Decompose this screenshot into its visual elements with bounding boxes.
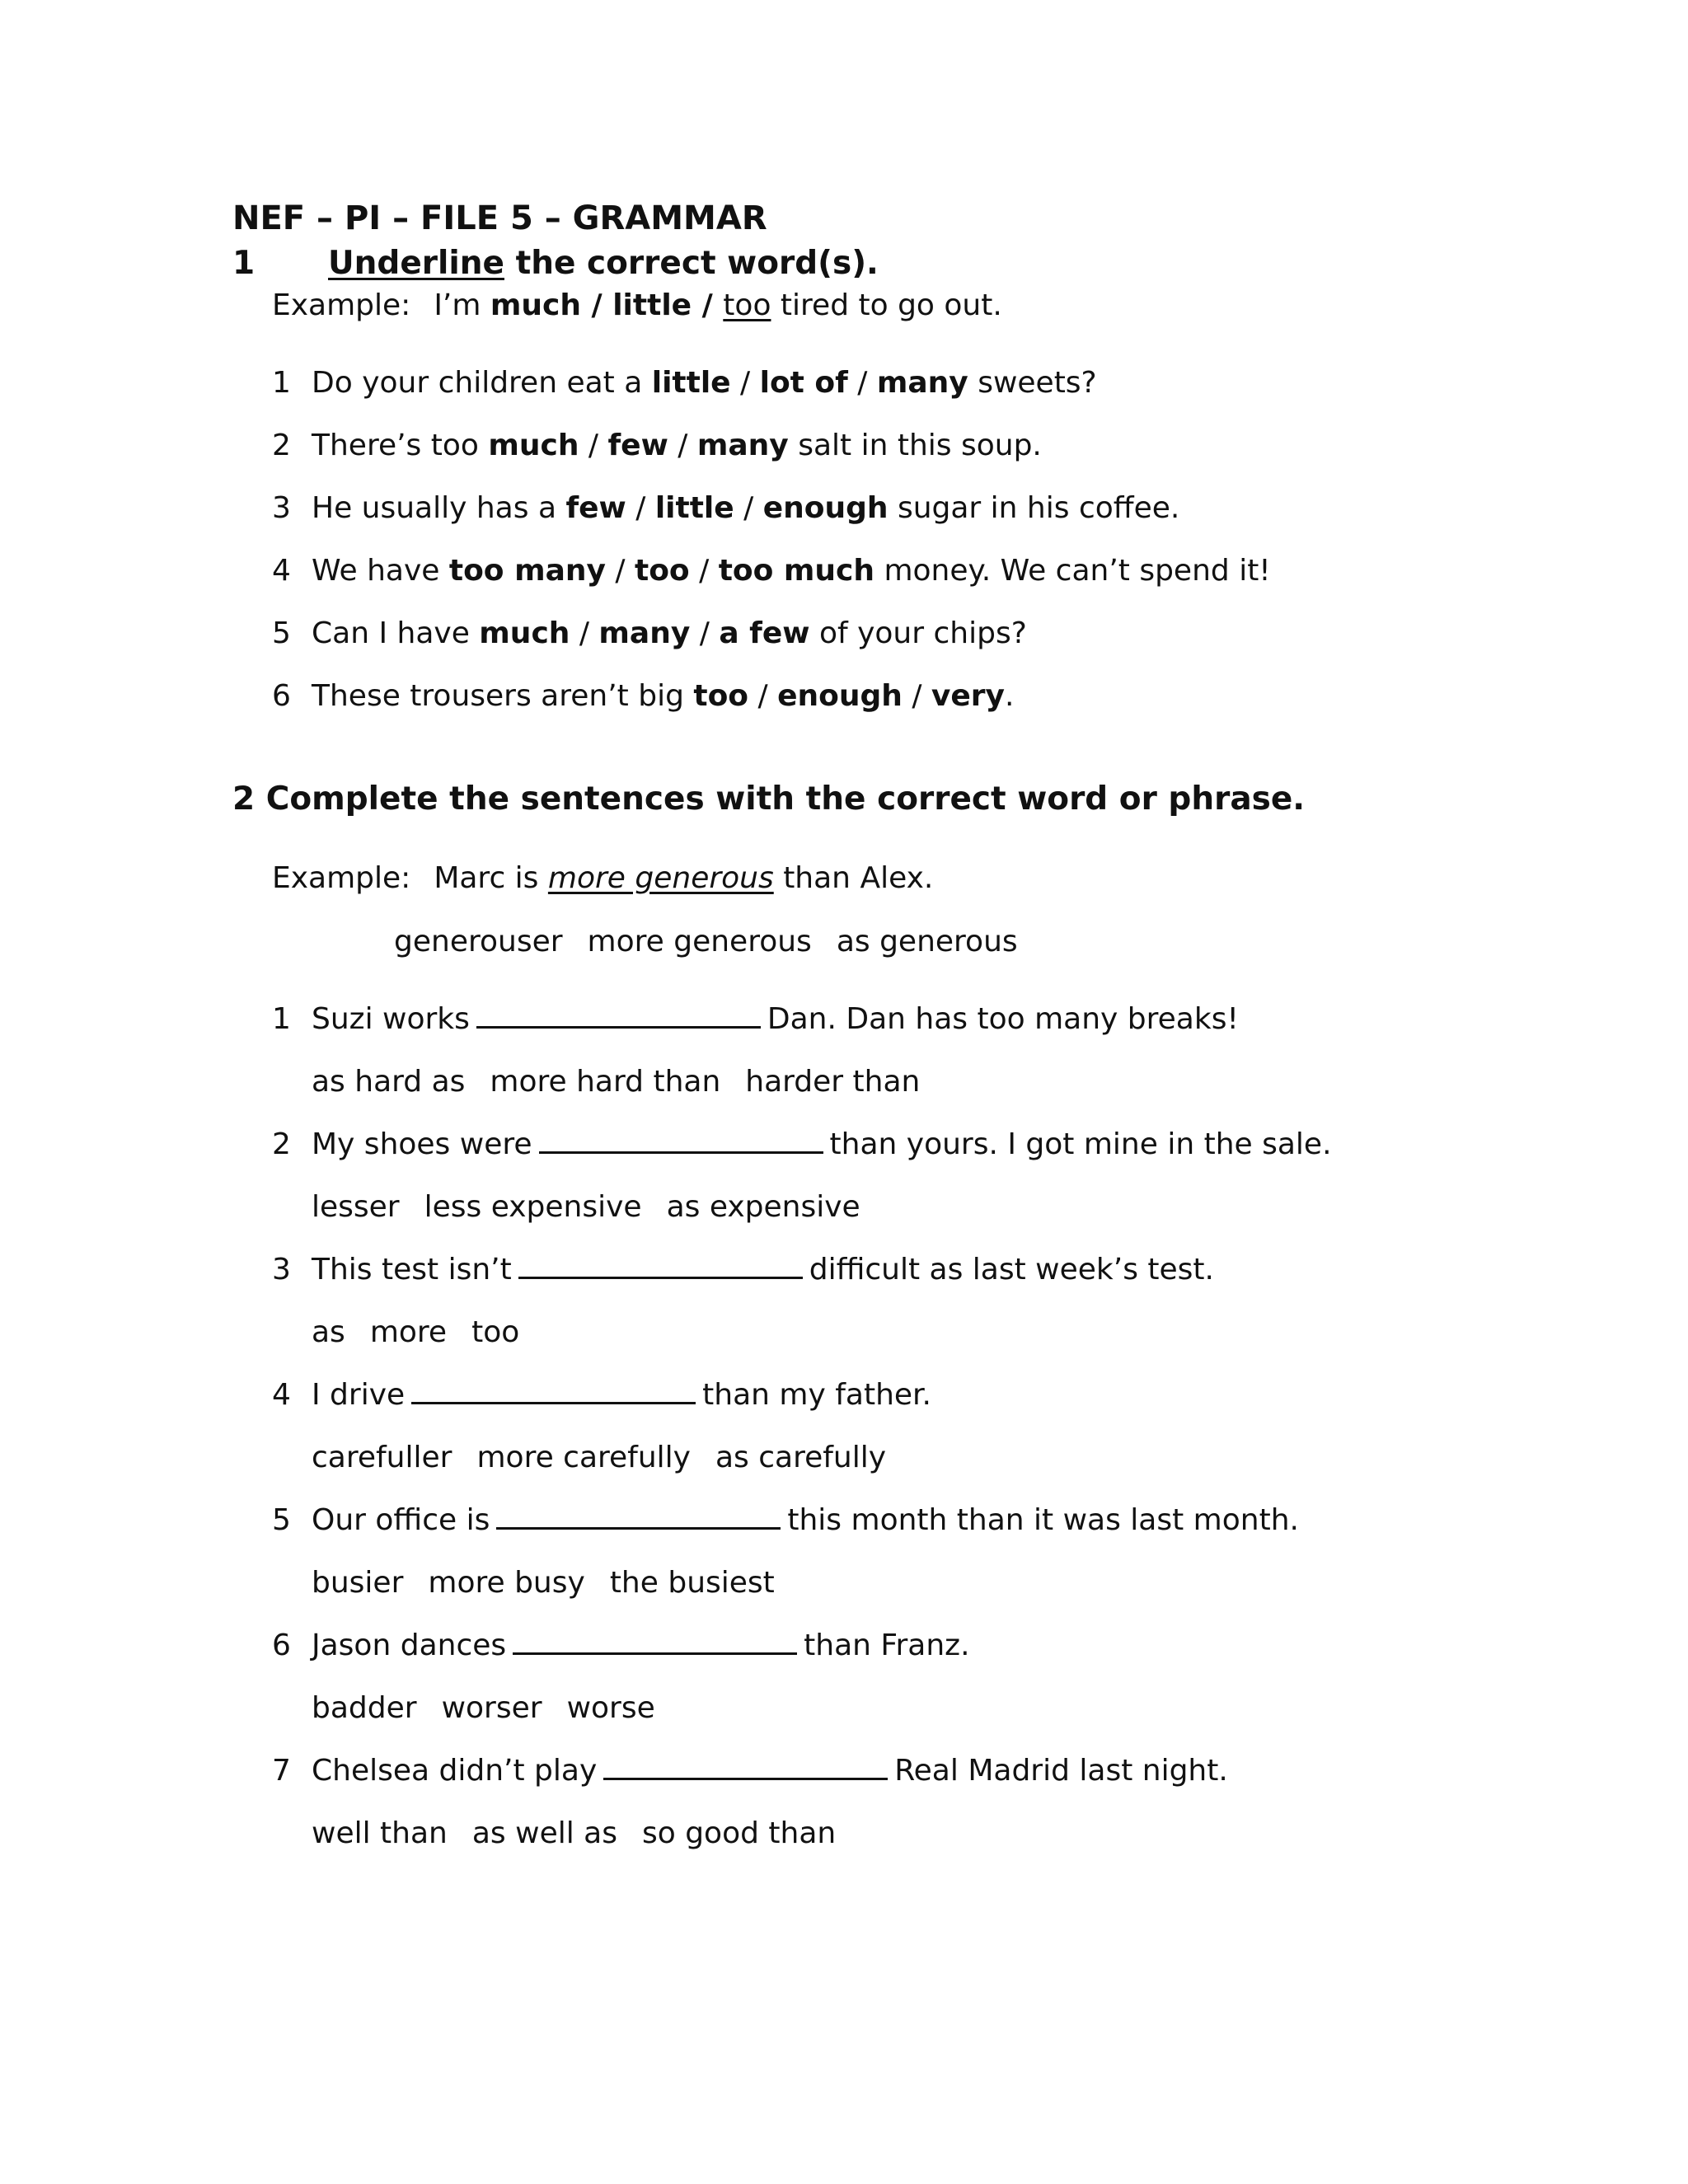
section-1-number: 1 — [232, 245, 256, 282]
option-separator: / — [605, 554, 635, 588]
option-separator: / — [579, 429, 608, 462]
item-text: Dan. Dan has too many breaks! — [767, 1002, 1239, 1036]
item-number: 6 — [272, 1629, 291, 1662]
option-separator: / — [847, 366, 877, 400]
item-text: I drive — [312, 1378, 406, 1412]
example-option: little — [612, 288, 692, 322]
option-separator: / — [730, 366, 760, 400]
answer-options — [312, 1566, 775, 1600]
option-separator: / — [690, 616, 720, 650]
item-number: 1 — [272, 1002, 291, 1036]
word-option[interactable]: lot of — [759, 366, 848, 400]
item-number: 5 — [272, 1503, 291, 1537]
answer-option[interactable]: more — [369, 1315, 448, 1349]
option-separator: / — [748, 679, 778, 713]
answer-options — [312, 1441, 886, 1474]
word-option[interactable]: little — [651, 366, 731, 400]
item-text: Our office is — [312, 1503, 490, 1537]
answer-option[interactable]: more carefully — [476, 1441, 691, 1474]
section-2-example — [272, 861, 933, 895]
answer-options — [312, 1190, 860, 1224]
item-text: money. We can’t spend it! — [874, 554, 1271, 588]
item-text: My shoes were — [312, 1127, 532, 1161]
answer-options — [312, 1065, 920, 1099]
word-option[interactable]: many — [598, 616, 691, 650]
item-text: Jason dances — [312, 1629, 507, 1662]
example-option: more generous — [587, 925, 812, 958]
item-text: These trousers aren’t big — [312, 679, 694, 713]
item-text: than yours. I got mine in the sale. — [829, 1127, 1332, 1161]
item-text: Real Madrid last night. — [894, 1754, 1228, 1788]
answer-option[interactable]: the busiest — [609, 1566, 775, 1600]
word-option[interactable]: enough — [762, 491, 889, 525]
exercise-1-item — [272, 554, 1271, 588]
answer-options — [312, 1315, 519, 1349]
exercise-2-item — [272, 1127, 1332, 1161]
word-option[interactable]: a few — [719, 616, 810, 650]
example-answer: more generous — [547, 861, 774, 895]
section-1-heading — [328, 245, 879, 282]
option-separator: / — [668, 429, 697, 462]
example-option: much — [490, 288, 581, 322]
example-post: than Alex. — [773, 861, 934, 895]
answer-blank[interactable] — [539, 1127, 823, 1154]
word-option[interactable]: very — [931, 679, 1005, 713]
item-number: 7 — [272, 1754, 291, 1788]
example-post: tired to go out. — [771, 288, 1002, 322]
answer-option[interactable]: carefuller — [312, 1441, 452, 1474]
section-2-heading: 2 Complete the sentences with the correct word or phrase. — [232, 780, 1306, 818]
answer-option[interactable]: more busy — [428, 1566, 585, 1600]
item-text: difficult as last week’s test. — [809, 1253, 1214, 1286]
item-text: than my father. — [702, 1378, 931, 1412]
word-option[interactable]: many — [876, 366, 968, 400]
item-number: 4 — [272, 1378, 291, 1412]
example-option: as generous — [836, 925, 1018, 958]
answer-option[interactable]: so good than — [641, 1816, 837, 1850]
exercise-1-item — [272, 366, 1097, 400]
answer-option[interactable]: as expensive — [666, 1190, 860, 1224]
word-option[interactable]: few — [607, 429, 668, 462]
answer-option[interactable]: less expensive — [424, 1190, 642, 1224]
exercise-2-item — [272, 1252, 1214, 1286]
item-number: 2 — [272, 1127, 291, 1161]
exercise-1-item — [272, 491, 1179, 525]
exercise-1-item — [272, 429, 1042, 462]
item-text: than Franz. — [804, 1629, 970, 1662]
answer-option[interactable]: more hard than — [490, 1065, 721, 1099]
item-number: 1 — [272, 366, 291, 400]
item-number: 6 — [272, 679, 291, 713]
item-text: . — [1005, 679, 1015, 713]
answer-option[interactable]: lesser — [312, 1190, 400, 1224]
item-text: There’s too — [312, 429, 489, 462]
item-text: sugar in his coffee. — [888, 491, 1180, 525]
example-pre: I’m — [434, 288, 490, 322]
answer-blank[interactable] — [411, 1377, 696, 1404]
example-answer: too — [723, 288, 771, 322]
word-option[interactable]: few — [565, 491, 626, 525]
example-pre: Marc is — [434, 861, 548, 895]
item-number: 2 — [272, 429, 291, 462]
exercise-2-item — [272, 1628, 970, 1662]
exercise-1-item — [272, 679, 1014, 713]
answer-option[interactable]: as — [312, 1315, 345, 1349]
answer-options — [312, 1816, 836, 1850]
item-number: 5 — [272, 616, 291, 650]
item-text: this month than it was last month. — [787, 1503, 1299, 1537]
page-title: NEF – PI – FILE 5 – GRAMMAR — [232, 199, 767, 237]
answer-option[interactable]: busier — [312, 1566, 404, 1600]
answer-option[interactable]: as carefully — [715, 1441, 887, 1474]
answer-option[interactable]: as well as — [471, 1816, 617, 1850]
example-label: Example: — [272, 288, 411, 322]
answer-blank[interactable] — [603, 1753, 888, 1780]
exercise-2-item — [272, 1001, 1239, 1036]
item-text: Can I have — [312, 616, 480, 650]
answer-option[interactable]: harder than — [745, 1065, 921, 1099]
word-option[interactable]: much — [488, 429, 579, 462]
section-2-example-options — [394, 925, 1018, 958]
word-option[interactable]: enough — [777, 679, 903, 713]
item-text: of your chips? — [809, 616, 1027, 650]
answer-option[interactable]: badder — [312, 1691, 417, 1725]
answer-option[interactable]: worser — [441, 1691, 542, 1725]
answer-option[interactable]: as hard as — [312, 1065, 466, 1099]
word-option[interactable]: too many — [448, 554, 606, 588]
item-text: Suzi works — [312, 1002, 470, 1036]
item-number: 3 — [272, 491, 291, 525]
option-separator: / — [689, 554, 719, 588]
item-text: He usually has a — [312, 491, 566, 525]
item-text: Chelsea didn’t play — [312, 1754, 598, 1788]
item-text: We have — [312, 554, 449, 588]
item-text: sweets? — [968, 366, 1097, 400]
answer-blank[interactable] — [476, 1001, 761, 1029]
answer-option[interactable]: too — [471, 1315, 520, 1349]
answer-option[interactable]: well than — [312, 1816, 448, 1850]
example-separator: / — [581, 288, 613, 322]
word-option[interactable]: little — [654, 491, 734, 525]
answer-options — [312, 1691, 655, 1725]
exercise-2-item — [272, 1377, 931, 1412]
item-number: 4 — [272, 554, 291, 588]
exercise-1-item — [272, 616, 1027, 650]
example-label: Example: — [272, 861, 411, 895]
example-option: generouser — [394, 925, 563, 958]
answer-option[interactable]: worse — [566, 1691, 655, 1725]
word-option[interactable]: many — [696, 429, 789, 462]
item-text: This test isn’t — [312, 1253, 512, 1286]
example-separator: / — [692, 288, 724, 322]
exercise-2-item — [272, 1753, 1228, 1788]
option-separator: / — [626, 491, 655, 525]
option-separator: / — [902, 679, 931, 713]
option-separator: / — [734, 491, 763, 525]
heading-rest: the correct word(s). — [504, 245, 879, 282]
heading-underlined-word: Underline — [328, 245, 504, 282]
answer-blank[interactable] — [513, 1628, 797, 1655]
word-option[interactable]: too — [693, 679, 749, 713]
word-option[interactable]: too much — [718, 554, 875, 588]
exercise-2-item — [272, 1502, 1299, 1537]
item-text: salt in this soup. — [788, 429, 1042, 462]
option-separator: / — [570, 616, 599, 650]
answer-blank[interactable] — [496, 1502, 781, 1530]
section-1-example — [272, 288, 1002, 322]
item-text: Do your children eat a — [312, 366, 652, 400]
answer-blank[interactable] — [518, 1252, 803, 1279]
item-number: 3 — [272, 1253, 291, 1286]
word-option[interactable]: too — [634, 554, 690, 588]
word-option[interactable]: much — [479, 616, 570, 650]
